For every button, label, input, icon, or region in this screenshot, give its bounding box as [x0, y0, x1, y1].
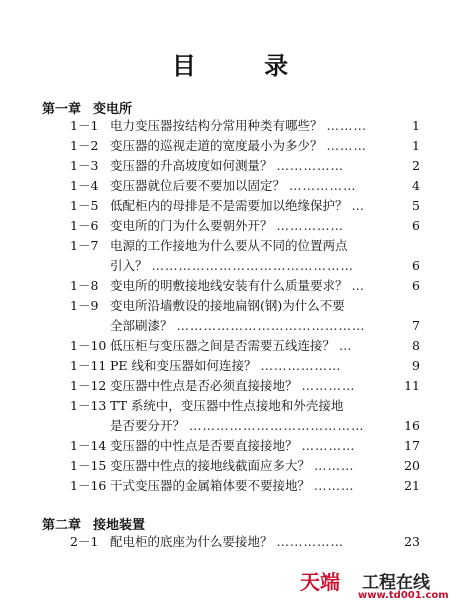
leader-dots: ………: [314, 458, 355, 473]
entry-text: 变压器的中性点是否要直接接地？: [110, 438, 298, 453]
entry-number: 1－8: [70, 278, 99, 293]
toc-entry[interactable]: [70, 196, 420, 216]
entry-text: 变压器中性点的接地线截面应多大？: [110, 458, 311, 473]
entry-text: PE 线和变压器如何连接？: [110, 358, 257, 373]
entry-text: 是否要分开？: [110, 418, 186, 433]
watermark-site-name: 工程在线: [362, 573, 430, 593]
entry-number: 1－5: [70, 198, 99, 213]
entry-number: 1－16: [70, 478, 107, 493]
chapter-heading: [42, 514, 145, 533]
entry-number: 1－13: [70, 398, 107, 413]
site-watermark: [300, 566, 460, 606]
chapter-number: 第一章: [42, 102, 82, 117]
entry-text: 配电柜的底座为什么要接地？: [110, 534, 273, 549]
leader-dots: ……………: [276, 534, 345, 549]
entry-text: 变压器就位后要不要加以固定？: [110, 178, 286, 193]
leader-dots: ……………: [276, 218, 345, 233]
chapter-name: 变电所: [93, 102, 133, 117]
toc-entry[interactable]: [70, 236, 420, 256]
entry-number: 1－14: [70, 438, 107, 453]
page-number: 1: [412, 118, 420, 133]
toc-entry[interactable]: [70, 136, 420, 156]
entry-text: 变压器的升高坡度如何测量？: [110, 158, 273, 173]
leader-dots: …………: [301, 378, 356, 393]
page-number: 6: [412, 278, 420, 293]
leader-dots: ……………: [289, 178, 357, 193]
entry-number: 1－9: [70, 298, 99, 313]
entry-text: 变电所的门为什么要朝外开？: [110, 218, 273, 233]
page-number: 8: [412, 338, 420, 353]
page-number: 11: [404, 378, 420, 393]
entry-text: 干式变压器的金属箱体要不要接地？: [110, 478, 311, 493]
page-title: 目 录: [171, 52, 319, 80]
toc-entry[interactable]: [70, 456, 420, 476]
leader-dots: ………: [314, 478, 355, 493]
toc-entry[interactable]: [70, 276, 420, 296]
toc-entry-continuation[interactable]: [110, 316, 420, 336]
entry-number: 1－1: [70, 118, 99, 133]
toc-entry[interactable]: [70, 476, 420, 496]
leader-dots: ……………………………………: [176, 318, 366, 333]
entry-number: 1－7: [70, 238, 99, 253]
entry-text: 变电所的明敷接地线安装有什么质量要求？: [110, 278, 348, 293]
entry-text: 变电所沿墙敷设的接地扁钢(钢)为什么不要: [110, 298, 345, 313]
entry-text: TT 系统中，变压器中性点接地和外壳接地: [110, 398, 344, 413]
entry-text: 低压柜与变压器之间是否需要五线连接？: [110, 338, 336, 353]
entry-text: 变压器的巡视走道的宽度最小为多少？: [110, 138, 323, 153]
toc-entry[interactable]: [70, 116, 420, 136]
toc-entry[interactable]: [70, 156, 420, 176]
entry-number: 1－10: [70, 338, 107, 353]
page-number: 1: [412, 138, 420, 153]
leader-dots: …: [351, 198, 366, 213]
entry-number: 1－6: [70, 218, 99, 233]
leader-dots: ……………: [276, 158, 345, 173]
leader-dots: ………………………………………: [151, 258, 355, 273]
page-number: 23: [404, 534, 420, 549]
toc-entry[interactable]: [70, 436, 420, 456]
page-number: 16: [404, 418, 420, 433]
toc-entry[interactable]: [70, 216, 420, 236]
leader-dots: …: [351, 278, 366, 293]
page-number: 21: [404, 478, 420, 493]
leader-dots: ………: [326, 118, 368, 133]
entry-number: 1－12: [70, 378, 107, 393]
entry-text: 变压器中性点是否必须直接接地？: [110, 378, 298, 393]
page-number: 6: [412, 218, 420, 233]
toc-entry[interactable]: [70, 296, 420, 316]
toc-entry[interactable]: [70, 376, 420, 396]
entry-text: 引入？: [110, 258, 148, 273]
leader-dots: …………………………………: [189, 418, 365, 433]
entry-number: 2－1: [70, 534, 99, 549]
toc-entry-continuation[interactable]: [110, 416, 420, 436]
page-number: 2: [412, 158, 420, 173]
page-number: 20: [404, 458, 420, 473]
leader-dots: ………: [326, 138, 368, 153]
entry-number: 1－2: [70, 138, 99, 153]
leader-dots: …: [339, 338, 353, 353]
chapter-name: 接地装置: [93, 518, 146, 533]
leader-dots: ………………: [260, 358, 342, 373]
entry-text: 电力变压器按结构分常用种类有哪些？: [110, 118, 323, 133]
leader-dots: …………: [301, 438, 356, 453]
toc-entry[interactable]: [70, 532, 420, 552]
page-number: 5: [412, 198, 420, 213]
page-number: 6: [412, 258, 420, 273]
toc-entry[interactable]: [70, 336, 420, 356]
page-number: 7: [412, 318, 420, 333]
toc-entry[interactable]: [70, 356, 420, 376]
entry-text: 电源的工作接地为什么要从不同的位置两点: [110, 238, 348, 253]
page-number: 9: [412, 358, 420, 373]
chapter-number: 第二章: [42, 518, 82, 533]
entry-number: 1－11: [70, 358, 107, 373]
toc-entry[interactable]: [70, 176, 420, 196]
entry-number: 1－3: [70, 158, 99, 173]
entry-number: 1－15: [70, 458, 107, 473]
chapter-heading: [42, 98, 132, 117]
toc-entry-continuation[interactable]: [110, 256, 420, 276]
entry-text: 全部刷漆？: [110, 318, 173, 333]
entry-text: 低配柜内的母排是不是需要加以绝缘保护？: [110, 198, 348, 213]
toc-entry[interactable]: [70, 396, 420, 416]
page-number: 4: [412, 178, 420, 193]
page-number: 17: [404, 438, 420, 453]
watermark-url: www.td001.com: [358, 590, 449, 601]
entry-number: 1－4: [70, 178, 99, 193]
watermark-logo: 天端: [300, 570, 340, 594]
